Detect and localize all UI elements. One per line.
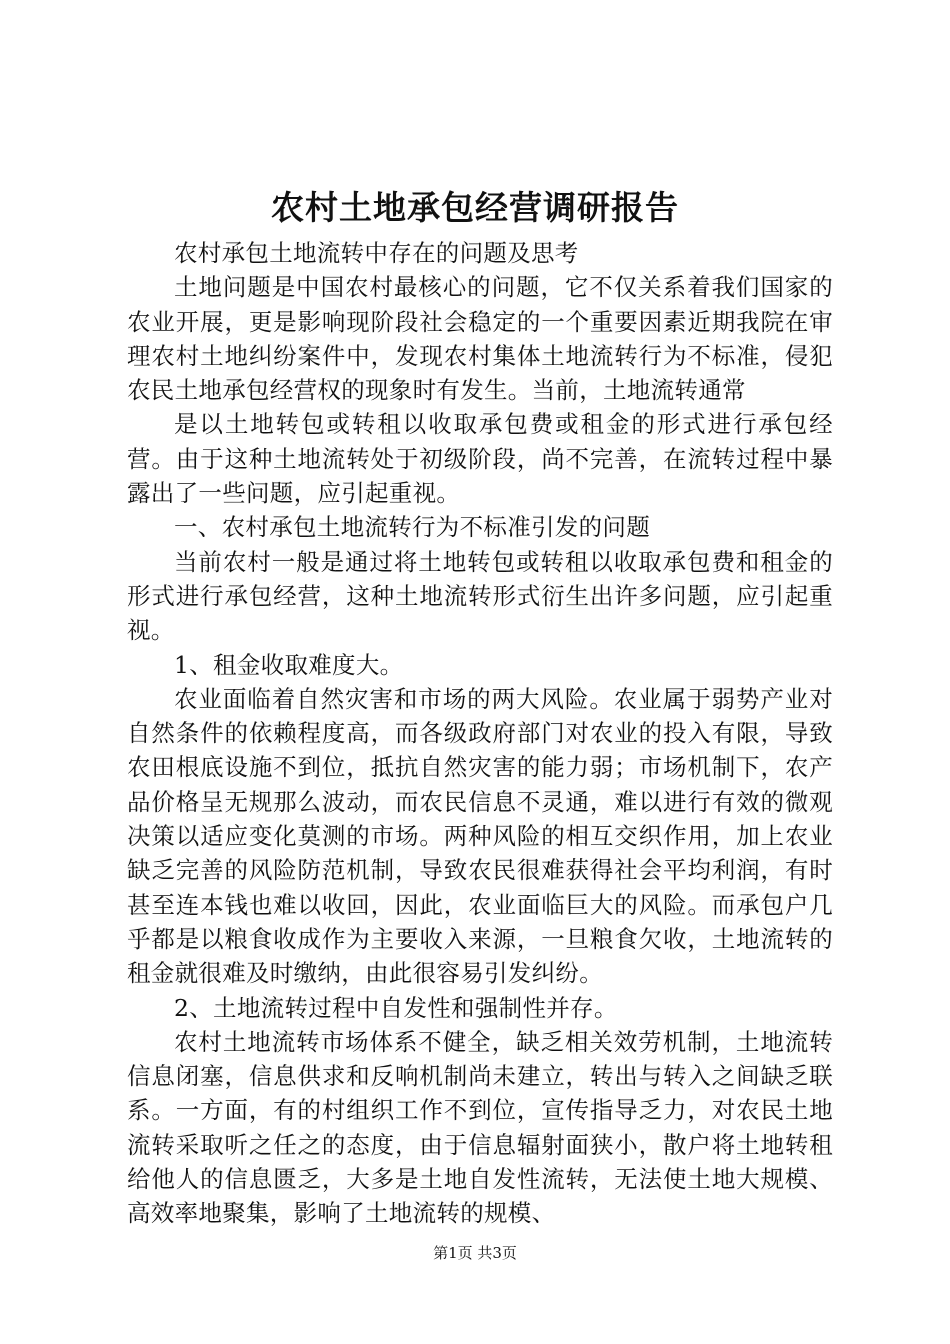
document-body [127, 236, 833, 1231]
paragraph: 农业面临着自然灾害和市场的两大风险。农业属于弱势产业对自然条件的依赖程度高，而各级政府部门对农业的投入有限，导致农田根底设施不到位，抵抗自然灾害的能力弱；市场机制下，农产品价格呈无规那么波动，而农民信息不灵通，难以进行有效的微观决策以适应变化莫测的市场。两种风险的相互交织作用，加上农业缺乏完善的风险防范机制，导致农民很难获得社会平均利润，有时甚至连本钱也难以收回，因此，农业面临巨大的风险。而承包户几乎都是以粮食收成作为主要收入来源，一旦粮食欠收，土地流转的租金就很难及时缴纳，由此很容易引发纠纷。 [127, 684, 833, 988]
subsection-heading: 2、土地流转过程中自发性和强制性并存。 [174, 993, 618, 1022]
section-heading: 一、农村承包土地流转行为不标准引发的问题 [174, 513, 650, 542]
page-footer: 第1页 共3页 [433, 1244, 517, 1262]
paragraph: 是以土地转包或转租以收取承包费或租金的形式进行承包经营。由于这种土地流转处于初级阶段，尚不完善，在流转过程中暴露出了一些问题，应引起重视。 [127, 410, 833, 508]
subsection-heading: 1、租金收取难度大。 [174, 650, 404, 679]
paragraph: 农村土地流转市场体系不健全，缺乏相关效劳机制，土地流转信息闭塞，信息供求和反响机制尚未建立，转出与转入之间缺乏联系。一方面，有的村组织工作不到位，宣传指导乏力，对农民土地流转采取听之任之的态度，由于信息辐射面狭小，散户将土地转租给他人的信息匮乏，大多是土地自发性流转，无法使土地大规模、高效率地聚集，影响了土地流转的规模、 [127, 1027, 833, 1228]
paragraph: 当前农村一般是通过将土地转包或转租以收取承包费和租金的形式进行承包经营，这种土地流转形式衍生出许多问题，应引起重视。 [127, 547, 833, 645]
paragraph-subtitle: 农村承包土地流转中存在的问题及思考 [174, 239, 579, 267]
paragraph: 土地问题是中国农村最核心的问题，它不仅关系着我们国家的农业开展，更是影响现阶段社会稳定的一个重要因素近期我院在审理农村土地纠纷案件中，发现农村集体土地流转行为不标准，侵犯农民土地承包经营权的现象时有发生。当前，土地流转通常 [127, 273, 833, 405]
document-title: 农村土地承包经营调研报告 [271, 188, 679, 227]
